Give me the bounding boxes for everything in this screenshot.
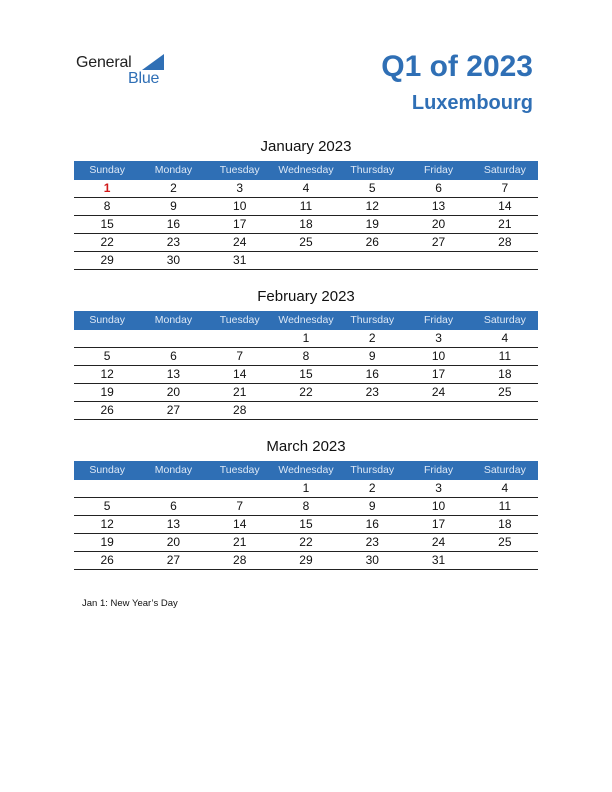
day-cell: 31 [431,553,446,567]
week-row [74,384,538,402]
week-row [74,330,538,348]
day-cell: 4 [501,331,509,345]
day-cell: 28 [233,403,247,417]
day-cell: 4 [501,481,509,495]
logo-word-general: General [76,54,132,71]
day-cell: 21 [233,385,247,399]
day-cell: 28 [233,553,247,567]
week-row [74,402,538,420]
month-calendar-january [74,138,538,270]
day-cell: 8 [302,349,310,363]
day-cell: 19 [100,535,114,549]
weekday-label: Saturday [483,464,526,476]
logo-triangle-icon [142,54,164,70]
month-calendar-march [74,438,538,570]
day-cell: 21 [233,535,247,549]
day-cell: 23 [166,235,181,249]
weekday-header-row [74,461,538,480]
empty-day-cell [74,480,140,497]
day-cell: 10 [431,499,446,513]
week-row [74,198,538,216]
empty-day-cell [140,480,206,497]
day-cell: 9 [170,199,177,213]
weekday-label: Wednesday [278,464,334,476]
day-cell: 22 [100,235,114,249]
empty-day-cell [405,402,471,419]
day-cell: 24 [233,235,247,249]
day-cell: 25 [498,535,512,549]
week-row [74,534,538,552]
empty-day-cell [472,552,538,569]
weekday-header-row [74,311,538,330]
day-cell: 17 [431,517,446,531]
day-cell: 23 [365,535,379,549]
country-name: Luxembourg [411,92,533,114]
week-row [74,516,538,534]
weekday-label: Monday [154,464,193,476]
day-cell: 18 [498,367,512,381]
day-cell: 22 [299,385,313,399]
day-cell: 5 [103,499,111,513]
day-cell: 2 [368,331,376,345]
day-cell: 15 [100,217,114,231]
weekday-label: Friday [423,314,454,326]
day-cell: 7 [236,349,244,363]
day-cell: 23 [365,385,379,399]
day-cell: 27 [166,403,181,417]
weekday-label: Tuesday [219,314,260,326]
day-cell: 14 [233,367,247,381]
empty-day-cell [140,330,206,347]
day-cell: 27 [166,553,181,567]
day-cell: 3 [435,481,442,495]
day-cell: 11 [498,499,512,513]
weekday-label: Wednesday [278,164,334,176]
day-cell: 3 [435,331,442,345]
day-cell: 9 [368,349,376,363]
weekday-label: Sunday [89,464,125,476]
empty-day-cell [273,402,339,419]
day-cell: 25 [299,235,313,249]
day-cell: 14 [498,199,512,213]
day-cell: 19 [100,385,114,399]
day-cell: 7 [501,181,509,195]
empty-day-cell [405,252,471,269]
generalblue-logo [76,54,176,88]
day-cell: 20 [166,385,181,399]
weekday-label: Thursday [350,314,395,326]
day-cell: 5 [103,349,111,363]
day-cell: 4 [302,181,310,195]
day-cell: 9 [368,499,376,513]
holiday-date: 1 [103,181,111,195]
day-cell: 16 [166,217,181,231]
day-cell: 16 [365,517,379,531]
day-cell: 10 [233,199,247,213]
day-cell: 29 [100,253,114,267]
empty-day-cell [472,402,538,419]
day-cell: 19 [365,217,379,231]
weekday-label: Friday [423,164,454,176]
day-cell: 26 [100,403,114,417]
empty-day-cell [273,252,339,269]
day-cell: 20 [166,535,181,549]
day-cell: 16 [365,367,379,381]
weekday-label: Tuesday [219,164,260,176]
quarter-title: Q1 of 2023 [381,50,533,83]
day-cell: 30 [166,253,181,267]
weekday-label: Friday [423,464,454,476]
day-cell: 27 [431,235,446,249]
day-cell: 5 [368,181,376,195]
day-cell: 2 [170,181,177,195]
day-cell: 7 [236,499,244,513]
day-cell: 6 [435,181,442,195]
day-cell: 15 [299,517,313,531]
week-row [74,180,538,198]
week-row [74,552,538,570]
day-cell: 17 [233,217,247,231]
week-row [74,252,538,270]
weekday-label: Monday [154,314,193,326]
day-cell: 15 [299,367,313,381]
day-cell: 18 [498,517,512,531]
day-cell: 13 [431,199,446,213]
day-cell: 30 [365,553,379,567]
weekday-label: Saturday [483,164,526,176]
day-cell: 14 [233,517,247,531]
weekday-label: Sunday [89,314,125,326]
month-title: February 2023 [257,288,355,305]
day-cell: 2 [368,481,376,495]
weekday-header-row [74,161,538,180]
day-cell: 12 [365,199,379,213]
day-cell: 13 [166,367,181,381]
week-row [74,234,538,252]
day-cell: 28 [498,235,512,249]
day-cell: 12 [100,517,114,531]
day-cell: 1 [302,481,310,495]
week-row [74,366,538,384]
weekday-label: Monday [154,164,193,176]
day-cell: 25 [498,385,512,399]
day-cell: 26 [100,553,114,567]
week-row [74,498,538,516]
logo-word-blue: Blue [128,70,160,87]
day-cell: 24 [431,535,446,549]
week-row [74,480,538,498]
day-cell: 20 [431,217,446,231]
weekday-label: Saturday [483,314,526,326]
day-cell: 21 [498,217,512,231]
day-cell: 6 [170,349,177,363]
empty-day-cell [207,330,273,347]
month-title: January 2023 [260,138,352,155]
day-cell: 11 [299,199,313,213]
day-cell: 6 [170,499,177,513]
day-cell: 17 [431,367,446,381]
day-cell: 26 [365,235,379,249]
day-cell: 1 [302,331,310,345]
day-cell: 13 [166,517,181,531]
weekday-label: Sunday [89,164,125,176]
weekday-label: Thursday [350,464,395,476]
empty-day-cell [472,252,538,269]
day-cell: 8 [103,199,111,213]
holiday-footnote: Jan 1: New Year’s Day [82,598,178,609]
day-cell: 10 [431,349,446,363]
weekday-label: Wednesday [278,314,334,326]
month-title: March 2023 [266,438,346,455]
day-cell: 22 [299,535,313,549]
empty-day-cell [339,252,405,269]
week-row [74,216,538,234]
day-cell: 24 [431,385,446,399]
weekday-label: Thursday [350,164,395,176]
day-cell: 18 [299,217,313,231]
day-cell: 29 [299,553,313,567]
day-cell: 8 [302,499,310,513]
day-cell: 12 [100,367,114,381]
empty-day-cell [339,402,405,419]
day-cell: 3 [236,181,244,195]
empty-day-cell [74,330,140,347]
day-cell: 31 [233,253,247,267]
empty-day-cell [207,480,273,497]
month-calendar-february [74,288,538,420]
week-row [74,348,538,366]
weekday-label: Tuesday [219,464,260,476]
day-cell: 11 [498,349,512,363]
